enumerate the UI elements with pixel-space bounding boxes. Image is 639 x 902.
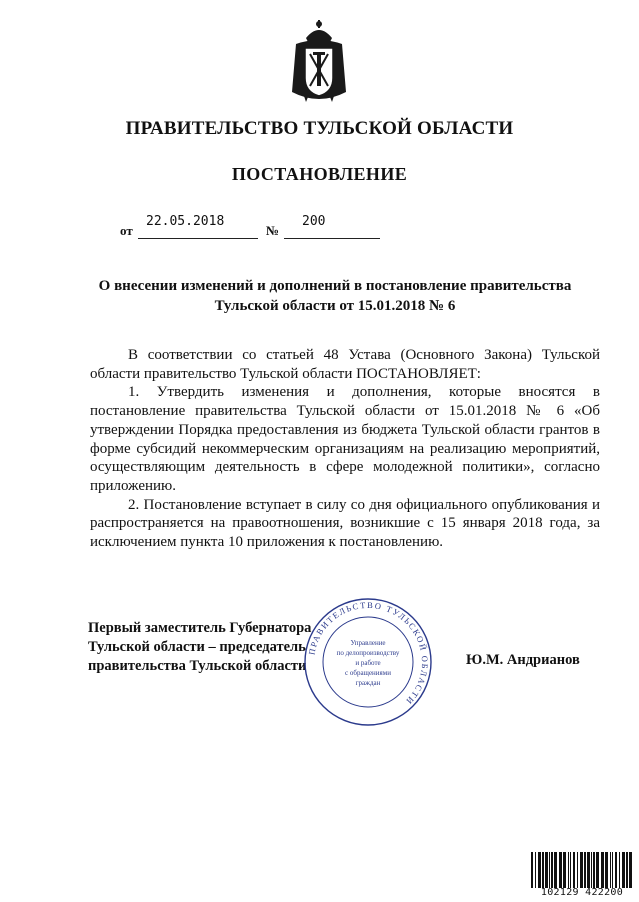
document-body xyxy=(90,346,600,552)
position-line-3: правительства Тульской области xyxy=(88,658,307,674)
barcode-bar xyxy=(577,852,578,888)
tula-coat-of-arms-icon xyxy=(288,18,350,106)
barcode-bar xyxy=(605,852,608,888)
barcode-bar xyxy=(573,852,575,888)
date-label: от xyxy=(120,223,133,238)
barcode-bar xyxy=(601,852,604,888)
body-paragraph: В соответствии со статьей 48 Устава (Основного Закона) Тульской области правительство Тульской области ПОСТАНОВЛЯЕТ: xyxy=(90,347,600,382)
stamp-line-1: Управление xyxy=(350,639,386,647)
number-underline xyxy=(284,238,380,239)
stamp-ring-text: ПРАВИТЕЛЬСТВО ТУЛЬСКОЙ ОБЛАСТИ xyxy=(306,599,431,708)
signatory-name: Ю.М. Андрианов xyxy=(466,652,580,668)
document-type: ПОСТАНОВЛЕНИЕ xyxy=(231,164,408,184)
barcode-bar xyxy=(538,852,541,888)
document-date: 22.05.2018 xyxy=(146,214,225,229)
position-line-2: Тульской области – председатель xyxy=(88,639,306,655)
barcode-bar xyxy=(580,852,583,888)
stamp-line-5: граждан xyxy=(355,679,381,687)
barcode-bar xyxy=(554,852,557,888)
barcode-bar xyxy=(559,852,562,888)
subject-line-2: Тульской области от 15.01.2018 № 6 xyxy=(214,298,456,314)
position-line-1: Первый заместитель Губернатора xyxy=(88,620,312,636)
date-underline xyxy=(138,238,258,239)
document-number: 200 xyxy=(302,214,326,229)
document-subject xyxy=(70,276,600,316)
stamp-line-3: и работе xyxy=(355,659,381,667)
barcode-bar xyxy=(610,852,611,888)
stamp-line-4: с обращениями xyxy=(345,669,391,677)
barcode-bar xyxy=(563,852,566,888)
barcode-bar xyxy=(531,852,533,888)
barcode-bar xyxy=(596,852,599,888)
barcode-bar xyxy=(615,852,617,888)
government-title: ПРАВИТЕЛЬСТВО ТУЛЬСКОЙ ОБЛАСТИ xyxy=(125,118,514,139)
barcode xyxy=(530,852,634,900)
barcode-bar xyxy=(545,852,548,888)
barcode-bar xyxy=(542,852,544,888)
barcode-number: 102129 422200 xyxy=(540,887,624,898)
barcode-bar xyxy=(619,852,620,888)
body-paragraph: 2. Постановление вступает в силу со дня официального опубликования и распространяется на правоотношения, возникшие с 15 января 2018 года, за исключением пункта 10 приложения к постановлению. xyxy=(90,496,600,551)
document-meta xyxy=(120,214,420,238)
barcode-bar xyxy=(535,852,536,888)
stamp-line-2: по делопроизводству xyxy=(336,649,400,657)
barcode-bar xyxy=(568,852,569,888)
barcode-bar xyxy=(622,852,625,888)
barcode-bar xyxy=(612,852,613,888)
official-stamp xyxy=(302,596,434,728)
barcode-bar xyxy=(626,852,628,888)
number-label: № xyxy=(266,223,280,238)
barcode-bar xyxy=(584,852,586,888)
barcode-bar xyxy=(551,852,553,888)
barcode-bar xyxy=(591,852,592,888)
barcode-bars xyxy=(530,852,634,888)
barcode-bar xyxy=(629,852,632,888)
barcode-bar xyxy=(549,852,550,888)
barcode-bar xyxy=(593,852,595,888)
subject-line-1: О внесении изменений и дополнений в постановление правительства xyxy=(98,278,572,294)
body-paragraph: 1. Утвердить изменения и дополнения, которые вносятся в постановление правительства Тульской области от 15.01.2018 № 6 «Об утверждении Порядка предоставления из бюджета Тульской области грантов в форме субсидий некоммерческим организациям на реализацию мероприятий, осуществляющим деятельность в сфере молодежной политики», согласно приложению. xyxy=(90,384,600,494)
barcode-bar xyxy=(587,852,590,888)
barcode-bar xyxy=(570,852,571,888)
